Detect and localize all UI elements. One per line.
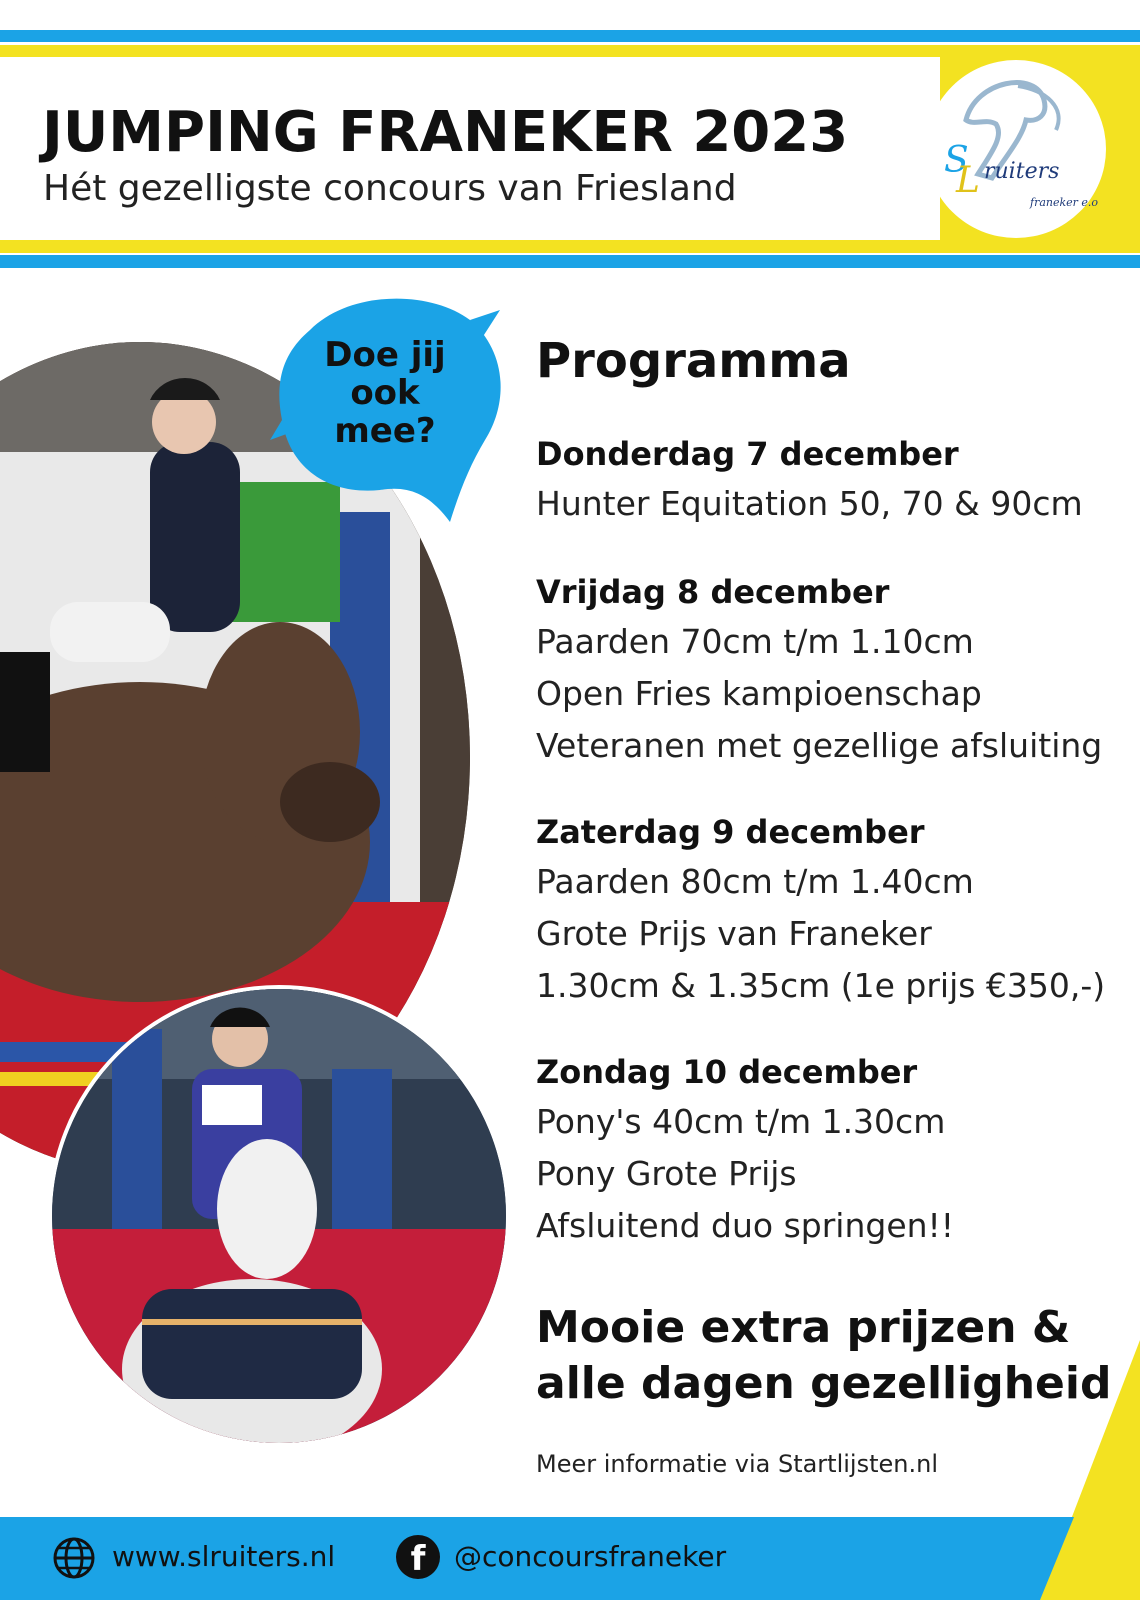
header-stripe-yellow-top: [0, 45, 1140, 57]
badge-line: ook: [350, 373, 420, 413]
logo: [926, 60, 1106, 238]
header-stripe-yellow-bottom: [0, 240, 1140, 253]
day-line: Hunter Equitation 50, 70 & 90cm: [536, 484, 1083, 523]
day-block-sunday: [536, 1048, 954, 1252]
extra-line: Mooie extra prijzen &: [536, 1302, 1071, 1353]
day-line: Pony Grote Prijs: [536, 1154, 797, 1193]
day-block-saturday: [536, 808, 1105, 1012]
footer-yellow-accent: [1040, 1517, 1140, 1600]
facebook-icon: f: [396, 1535, 440, 1579]
svg-text:ruiters: ruiters: [984, 159, 1060, 184]
day-heading: Zaterdag 9 december: [536, 813, 925, 851]
svg-text:franeker e.o: franeker e.o: [1030, 196, 1099, 209]
day-heading: Vrijdag 8 december: [536, 573, 890, 611]
footer-social-link[interactable]: @concoursfraneker: [454, 1540, 727, 1573]
footer-website-link[interactable]: www.slruiters.nl: [112, 1540, 336, 1573]
badge-text: [300, 336, 470, 450]
badge-line: Doe jij: [324, 335, 446, 375]
day-line: Open Fries kampioenschap: [536, 674, 982, 713]
svg-text:S: S: [944, 140, 969, 181]
badge-line: mee?: [334, 411, 436, 451]
day-block-friday: [536, 568, 1102, 772]
program-title: Programma: [536, 333, 851, 389]
extra-prizes-text: [536, 1300, 1111, 1412]
extra-line: alle dagen gezelligheid: [536, 1358, 1112, 1409]
globe-icon: [52, 1536, 96, 1580]
day-line: Pony's 40cm t/m 1.30cm: [536, 1102, 946, 1141]
day-line: Paarden 80cm t/m 1.40cm: [536, 862, 974, 901]
header-stripe-blue-bottom: [0, 255, 1140, 268]
page-subtitle: Hét gezelligste concours van Friesland: [43, 168, 737, 209]
day-line: Paarden 70cm t/m 1.10cm: [536, 622, 974, 661]
day-heading: Zondag 10 december: [536, 1053, 918, 1091]
day-line: Afsluitend duo springen!!: [536, 1206, 955, 1245]
horse-head-logo-icon: [926, 60, 1106, 238]
day-line: Grote Prijs van Franeker: [536, 914, 932, 953]
svg-text:L: L: [956, 160, 980, 201]
day-line: 1.30cm & 1.35cm (1e prijs €350,-): [536, 966, 1106, 1005]
header-stripe-blue-top: [0, 30, 1140, 42]
photo-pony: [48, 985, 510, 1447]
page-title: JUMPING FRANEKER 2023: [42, 100, 849, 165]
day-block-thursday: [536, 430, 1083, 530]
more-info-text: Meer informatie via Startlijsten.nl: [536, 1450, 938, 1478]
day-line: Veteranen met gezellige afsluiting: [536, 726, 1103, 765]
day-heading: Donderdag 7 december: [536, 435, 959, 473]
